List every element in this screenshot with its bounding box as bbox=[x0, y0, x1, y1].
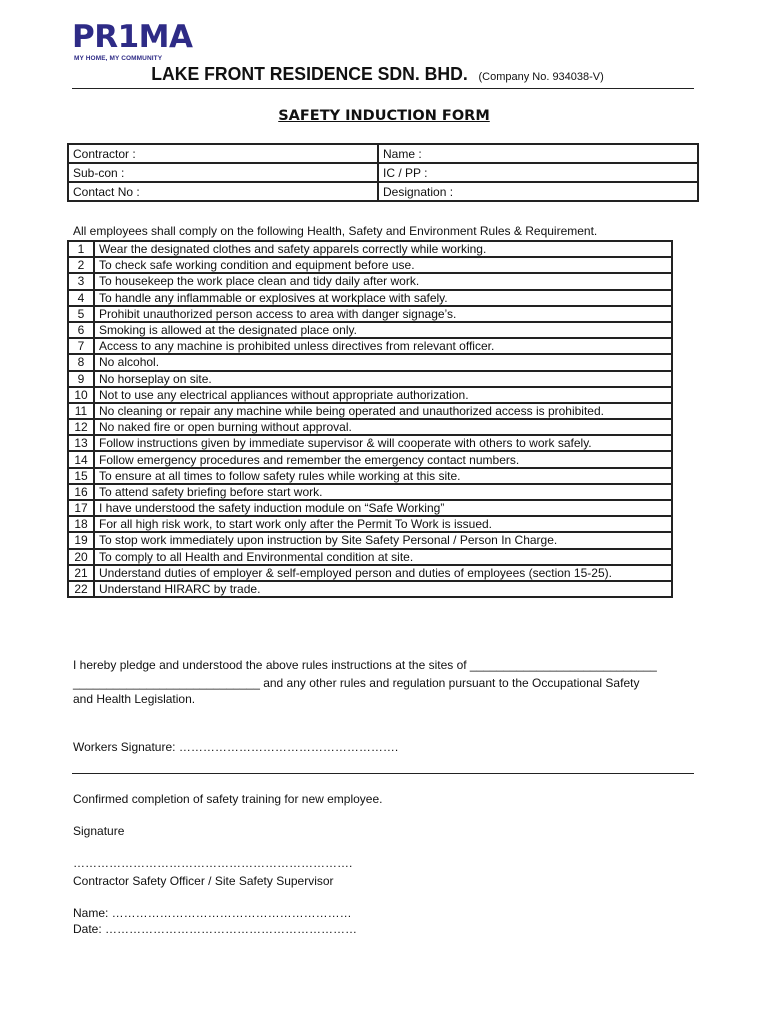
section-divider bbox=[72, 773, 694, 774]
rule-text: Smoking is allowed at the designated place only. bbox=[94, 322, 672, 338]
rule-text: To check safe working condition and equipment before use. bbox=[94, 257, 672, 273]
ic-pp-field[interactable]: IC / PP : bbox=[378, 163, 698, 182]
officer-label: Contractor Safety Officer / Site Safety Supervisor bbox=[73, 874, 334, 888]
rule-text: I have understood the safety induction module on “Safe Working” bbox=[94, 500, 672, 516]
rule-number: 21 bbox=[68, 565, 94, 581]
rule-text: Wear the designated clothes and safety apparels correctly while working. bbox=[94, 241, 672, 257]
rule-row bbox=[68, 468, 672, 484]
rule-text: No naked fire or open burning without approval. bbox=[94, 419, 672, 435]
logo-tagline: MY HOME, MY COMMUNITY bbox=[74, 55, 163, 62]
rule-row bbox=[68, 435, 672, 451]
company-header bbox=[148, 64, 604, 85]
date-line[interactable]: Date: ……………………………………………………… bbox=[73, 922, 358, 936]
pledge-line-2: ____________________________ and any other rules and regulation pursuant to the Occupational Safety bbox=[73, 676, 640, 690]
rule-text: Follow instructions given by immediate supervisor & will cooperate with others to work safely. bbox=[94, 435, 672, 451]
rule-text: Access to any machine is prohibited unless directives from relevant officer. bbox=[94, 338, 672, 354]
rule-text: Understand duties of employer & self-employed person and duties of employees (section 15-25). bbox=[94, 565, 672, 581]
rule-text: To stop work immediately upon instruction by Site Safety Personal / Person In Charge. bbox=[94, 532, 672, 548]
rules-intro: All employees shall comply on the following Health, Safety and Environment Rules & Requirement. bbox=[73, 224, 598, 238]
contact-no-field[interactable]: Contact No : bbox=[68, 182, 378, 201]
rule-text: To housekeep the work place clean and tidy daily after work. bbox=[94, 273, 672, 289]
rule-row bbox=[68, 371, 672, 387]
rule-text: Understand HIRARC by trade. bbox=[94, 581, 672, 597]
rules-table bbox=[67, 240, 673, 598]
rule-row bbox=[68, 257, 672, 273]
form-title: SAFETY INDUCTION FORM bbox=[278, 108, 490, 124]
rule-row bbox=[68, 306, 672, 322]
info-row bbox=[68, 182, 698, 201]
rule-row bbox=[68, 419, 672, 435]
rule-text: To comply to all Health and Environmental condition at site. bbox=[94, 549, 672, 565]
designation-field[interactable]: Designation : bbox=[378, 182, 698, 201]
rule-row bbox=[68, 581, 672, 597]
rule-text: No cleaning or repair any machine while being operated and unauthorized access is prohibited. bbox=[94, 403, 672, 419]
rule-number: 16 bbox=[68, 484, 94, 500]
rule-text: To ensure at all times to follow safety rules while working at this site. bbox=[94, 468, 672, 484]
rule-text: Not to use any electrical appliances without appropriate authorization. bbox=[94, 387, 672, 403]
rule-row bbox=[68, 532, 672, 548]
rule-row bbox=[68, 500, 672, 516]
rule-number: 4 bbox=[68, 290, 94, 306]
rule-number: 17 bbox=[68, 500, 94, 516]
name-field[interactable]: Name : bbox=[378, 144, 698, 163]
rule-number: 15 bbox=[68, 468, 94, 484]
rule-row bbox=[68, 451, 672, 467]
workers-signature-line[interactable]: Workers Signature: ………………………………………………. bbox=[73, 740, 399, 754]
rule-text: Prohibit unauthorized person access to area with danger signage’s. bbox=[94, 306, 672, 322]
rule-number: 3 bbox=[68, 273, 94, 289]
prima-logo bbox=[72, 19, 193, 66]
rule-row bbox=[68, 484, 672, 500]
rule-row bbox=[68, 241, 672, 257]
rule-number: 12 bbox=[68, 419, 94, 435]
name-line[interactable]: Name: …………………………………………………… bbox=[73, 906, 352, 920]
rule-number: 22 bbox=[68, 581, 94, 597]
rule-row bbox=[68, 354, 672, 370]
rule-number: 13 bbox=[68, 435, 94, 451]
rule-row bbox=[68, 516, 672, 532]
rule-number: 2 bbox=[68, 257, 94, 273]
rule-number: 10 bbox=[68, 387, 94, 403]
pledge-line-3: and Health Legislation. bbox=[73, 692, 196, 706]
rule-number: 7 bbox=[68, 338, 94, 354]
rule-text: To handle any inflammable or explosives at workplace with safely. bbox=[94, 290, 672, 306]
rule-row bbox=[68, 273, 672, 289]
rule-number: 6 bbox=[68, 322, 94, 338]
rule-row bbox=[68, 338, 672, 354]
rule-number: 11 bbox=[68, 403, 94, 419]
rule-text: To attend safety briefing before start work. bbox=[94, 484, 672, 500]
rule-number: 1 bbox=[68, 241, 94, 257]
info-row bbox=[68, 144, 698, 163]
rule-row bbox=[68, 387, 672, 403]
rule-number: 20 bbox=[68, 549, 94, 565]
signature-label: Signature bbox=[73, 824, 125, 838]
rule-number: 8 bbox=[68, 354, 94, 370]
logo-wordmark: PR1MA bbox=[72, 19, 193, 55]
subcon-field[interactable]: Sub-con : bbox=[68, 163, 378, 182]
rule-text: No alcohol. bbox=[94, 354, 672, 370]
info-table bbox=[67, 143, 699, 202]
rule-number: 14 bbox=[68, 451, 94, 467]
company-name: LAKE FRONT RESIDENCE SDN. BHD. bbox=[151, 64, 468, 84]
signature-line[interactable]: ……………………………………………………………. bbox=[73, 856, 353, 870]
rule-row bbox=[68, 290, 672, 306]
rule-number: 9 bbox=[68, 371, 94, 387]
rule-text: Follow emergency procedures and remember the emergency contact numbers. bbox=[94, 451, 672, 467]
rule-row bbox=[68, 565, 672, 581]
rule-number: 18 bbox=[68, 516, 94, 532]
confirmation-text: Confirmed completion of safety training for new employee. bbox=[73, 792, 383, 806]
pledge-line-1: I hereby pledge and understood the above rules instructions at the sites of ____________________________ bbox=[73, 658, 657, 672]
rule-text: No horseplay on site. bbox=[94, 371, 672, 387]
rule-number: 5 bbox=[68, 306, 94, 322]
rule-row bbox=[68, 322, 672, 338]
company-number: (Company No. 934038-V) bbox=[478, 71, 604, 83]
contractor-field[interactable]: Contractor : bbox=[68, 144, 378, 163]
rule-text: For all high risk work, to start work only after the Permit To Work is issued. bbox=[94, 516, 672, 532]
rule-row bbox=[68, 403, 672, 419]
rule-row bbox=[68, 549, 672, 565]
rule-number: 19 bbox=[68, 532, 94, 548]
header-divider bbox=[72, 88, 694, 89]
info-row bbox=[68, 163, 698, 182]
